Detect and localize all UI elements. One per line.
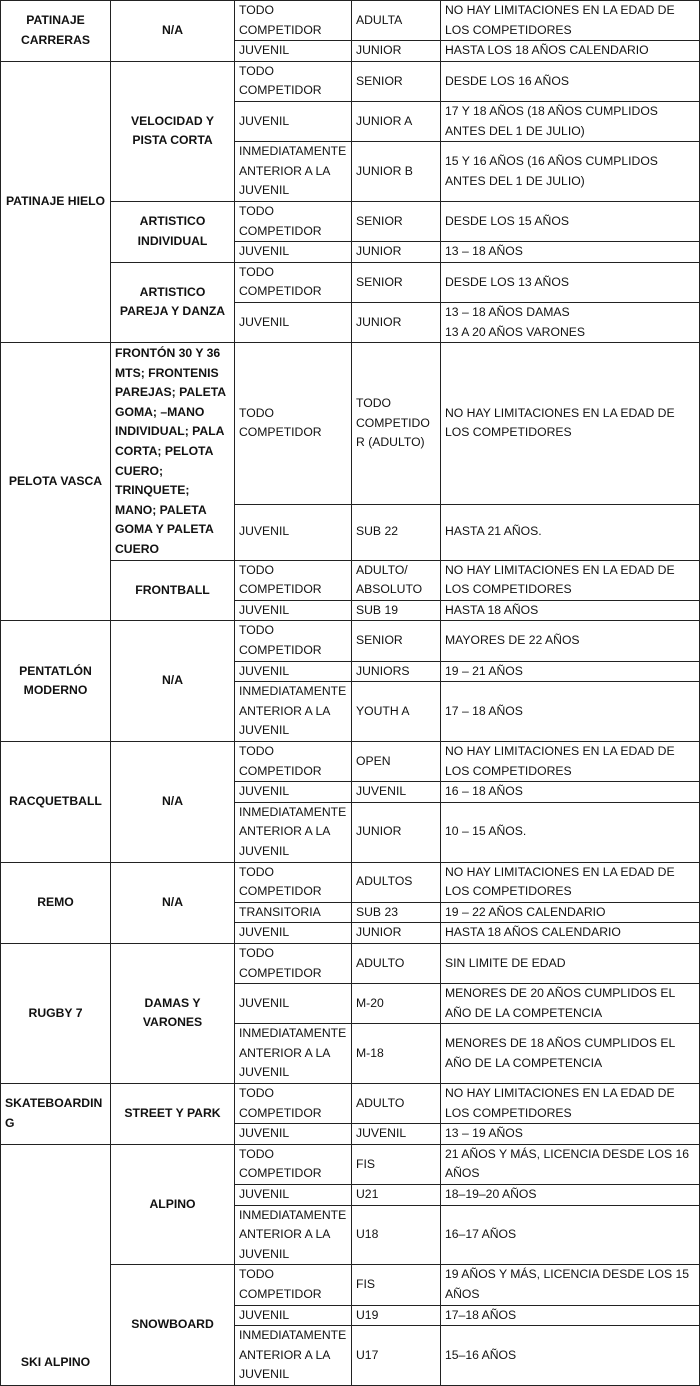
age-rule-cell: MAYORES DE 22 AÑOS — [441, 621, 700, 661]
age-rule-cell: NO HAY LIMITACIONES EN LA EDAD DE LOS COMPETIDORES — [441, 862, 700, 902]
sport-name: RACQUETBALL — [1, 741, 111, 862]
age-rule-cell: 15–16 AÑOS — [441, 1326, 700, 1386]
category-cell: TODO COMPETIDOR — [235, 201, 352, 241]
table-row — [1, 343, 700, 505]
category-cell: TODO COMPETIDOR — [235, 1084, 352, 1124]
sport-name: PATINAJE HIELO — [1, 61, 111, 342]
category-name-cell: JUNIORS — [352, 661, 441, 682]
category-name-cell: YOUTH A — [352, 682, 441, 742]
age-rule-cell: DESDE LOS 15 AÑOS — [441, 201, 700, 241]
category-name-cell: M-18 — [352, 1024, 441, 1084]
age-rule-cell: MENORES DE 18 AÑOS CUMPLIDOS EL AÑO DE LA COMPETENCIA — [441, 1024, 700, 1084]
category-name-cell: SENIOR — [352, 621, 441, 661]
sport-name: PENTATLÓN MODERNO — [1, 621, 111, 742]
table-row — [1, 621, 700, 661]
modality-name: ALPINO — [111, 1144, 235, 1265]
age-rule-cell: 19 – 21 AÑOS — [441, 661, 700, 682]
category-cell: JUVENIL — [235, 1124, 352, 1145]
sport-name: RUGBY 7 — [1, 943, 111, 1083]
age-rule-cell: 17 – 18 AÑOS — [441, 682, 700, 742]
category-name-cell: SUB 22 — [352, 504, 441, 560]
category-cell: INMEDIATAMENTE ANTERIOR A LA JUVENIL — [235, 802, 352, 862]
table-body — [1, 1, 700, 1386]
age-rule-cell: HASTA 18 AÑOS CALENDARIO — [441, 923, 700, 944]
age-rule-cell: 15 Y 16 AÑOS (16 AÑOS CUMPLIDOS ANTES DEL 1 DE JULIO) — [441, 142, 700, 202]
category-cell: TODO COMPETIDOR — [235, 943, 352, 983]
category-name-cell: JUNIOR — [352, 802, 441, 862]
age-rule-cell: 19 AÑOS Y MÁS, LICENCIA DESDE LOS 15 AÑOS — [441, 1265, 700, 1305]
category-cell: JUVENIL — [235, 782, 352, 803]
age-rule-cell: NO HAY LIMITACIONES EN LA EDAD DE LOS COMPETIDORES — [441, 343, 700, 505]
category-cell: JUVENIL — [235, 41, 352, 62]
modality-name: ARTISTICO INDIVIDUAL — [111, 201, 235, 262]
category-name-cell: SENIOR — [352, 262, 441, 302]
modality-name: DAMAS Y VARONES — [111, 943, 235, 1083]
category-name-cell: JUNIOR B — [352, 142, 441, 202]
category-cell: TODO COMPETIDOR — [235, 262, 352, 302]
category-cell: TODO COMPETIDOR — [235, 1265, 352, 1305]
category-name-cell: ADULTO/ ABSOLUTO — [352, 560, 441, 600]
category-cell: TODO COMPETIDOR — [235, 61, 352, 101]
sport-name: REMO — [1, 862, 111, 943]
age-rule-cell: 17–18 AÑOS — [441, 1305, 700, 1326]
age-rule-cell: 16–17 AÑOS — [441, 1205, 700, 1265]
category-name-cell: U19 — [352, 1305, 441, 1326]
modality-name: N/A — [111, 862, 235, 943]
category-cell: JUVENIL — [235, 661, 352, 682]
category-cell: JUVENIL — [235, 1185, 352, 1206]
sport-name: PATINAJE CARRERAS — [1, 1, 111, 62]
category-cell: TODO COMPETIDOR — [235, 560, 352, 600]
category-name-cell: SENIOR — [352, 61, 441, 101]
category-name-cell: ADULTOS — [352, 862, 441, 902]
category-cell: JUVENIL — [235, 923, 352, 944]
age-rule-cell: 13 – 18 AÑOS — [441, 242, 700, 263]
table-row — [1, 741, 700, 781]
age-rule-cell: SIN LIMITE DE EDAD — [441, 943, 700, 983]
age-rule-cell: HASTA LOS 18 AÑOS CALENDARIO — [441, 41, 700, 62]
category-name-cell: FIS — [352, 1265, 441, 1305]
modality-name: VELOCIDAD Y PISTA CORTA — [111, 61, 235, 201]
modality-name: N/A — [111, 741, 235, 862]
category-cell: TRANSITORIA — [235, 902, 352, 923]
table-row — [1, 862, 700, 902]
category-cell: INMEDIATAMENTE ANTERIOR A LA JUVENIL — [235, 682, 352, 742]
category-cell: INMEDIATAMENTE ANTERIOR A LA JUVENIL — [235, 142, 352, 202]
age-rule-cell: 19 – 22 AÑOS CALENDARIO — [441, 902, 700, 923]
category-name-cell: JUVENIL — [352, 1124, 441, 1145]
age-rule-cell: DESDE LOS 13 AÑOS — [441, 262, 700, 302]
category-cell: JUVENIL — [235, 302, 352, 342]
category-cell: TODO COMPETIDOR — [235, 343, 352, 505]
category-name-cell: TODO COMPETIDOR (ADULTO) — [352, 343, 441, 505]
category-cell: INMEDIATAMENTE ANTERIOR A LA JUVENIL — [235, 1326, 352, 1386]
category-name-cell: OPEN — [352, 741, 441, 781]
category-name-cell: SENIOR — [352, 201, 441, 241]
category-name-cell: ADULTA — [352, 1, 441, 41]
category-cell: TODO COMPETIDOR — [235, 621, 352, 661]
category-cell: TODO COMPETIDOR — [235, 862, 352, 902]
age-rule-cell: NO HAY LIMITACIONES EN LA EDAD DE LOS COMPETIDORES — [441, 1084, 700, 1124]
age-rule-cell: DESDE LOS 16 AÑOS — [441, 61, 700, 101]
modality-name: FRONTBALL — [111, 560, 235, 621]
category-name-cell: U18 — [352, 1205, 441, 1265]
table-row — [1, 1084, 700, 1124]
category-name-cell: U17 — [352, 1326, 441, 1386]
category-name-cell: JUNIOR — [352, 41, 441, 62]
age-rule-cell: 17 Y 18 AÑOS (18 AÑOS CUMPLIDOS ANTES DEL 1 DE JULIO) — [441, 101, 700, 141]
table-row — [1, 61, 700, 101]
age-rule-cell: HASTA 18 AÑOS — [441, 600, 700, 621]
table-row — [1, 943, 700, 983]
category-name-cell: FIS — [352, 1144, 441, 1184]
category-name-cell: JUVENIL — [352, 782, 441, 803]
modality-name: SNOWBOARD — [111, 1265, 235, 1386]
table-row — [1, 1, 700, 41]
category-name-cell: JUNIOR — [352, 302, 441, 342]
category-cell: JUVENIL — [235, 242, 352, 263]
age-rule-cell: 18–19–20 AÑOS — [441, 1185, 700, 1206]
category-name-cell: JUNIOR — [352, 242, 441, 263]
category-name-cell: SUB 23 — [352, 902, 441, 923]
category-cell: TODO COMPETIDOR — [235, 741, 352, 781]
sport-name: SKI ALPINO — [1, 1144, 111, 1385]
age-rule-cell: NO HAY LIMITACIONES EN LA EDAD DE LOS COMPETIDORES — [441, 560, 700, 600]
sport-name: PELOTA VASCA — [1, 343, 111, 621]
category-cell: JUVENIL — [235, 101, 352, 141]
category-name-cell: JUNIOR A — [352, 101, 441, 141]
category-cell: JUVENIL — [235, 504, 352, 560]
age-rule-cell: 10 – 15 AÑOS. — [441, 802, 700, 862]
category-cell: INMEDIATAMENTE ANTERIOR A LA JUVENIL — [235, 1024, 352, 1084]
age-rule-cell: HASTA 21 AÑOS. — [441, 504, 700, 560]
category-name-cell: U21 — [352, 1185, 441, 1206]
category-cell: JUVENIL — [235, 984, 352, 1024]
age-rule-cell: NO HAY LIMITACIONES EN LA EDAD DE LOS COMPETIDORES — [441, 741, 700, 781]
category-cell: JUVENIL — [235, 1305, 352, 1326]
sport-name: SKATEBOARDING — [1, 1084, 111, 1145]
category-cell: INMEDIATAMENTE ANTERIOR A LA JUVENIL — [235, 1205, 352, 1265]
table-row — [1, 1144, 700, 1184]
age-rule-cell: 13 – 19 AÑOS — [441, 1124, 700, 1145]
category-cell: JUVENIL — [235, 600, 352, 621]
category-cell: TODO COMPETIDOR — [235, 1, 352, 41]
category-cell: TODO COMPETIDOR — [235, 1144, 352, 1184]
age-rule-cell: 16 – 18 AÑOS — [441, 782, 700, 803]
age-rule-cell: 13 – 18 AÑOS DAMAS 13 A 20 AÑOS VARONES — [441, 302, 700, 342]
category-name-cell: ADULTO — [352, 1084, 441, 1124]
age-rule-cell: 21 AÑOS Y MÁS, LICENCIA DESDE LOS 16 AÑOS — [441, 1144, 700, 1184]
category-name-cell: JUNIOR — [352, 923, 441, 944]
modality-name: ARTISTICO PAREJA Y DANZA — [111, 262, 235, 342]
modality-name: N/A — [111, 1, 235, 62]
modality-name: FRONTÓN 30 Y 36 MTS; FRONTENIS PAREJAS; PALETA GOMA; –MANO INDIVIDUAL; PALA CORTA; PELOTA CUERO; TRINQUETE; MANO; PALETA GOMA Y PALETA CUERO — [111, 343, 235, 561]
age-rule-cell: MENORES DE 20 AÑOS CUMPLIDOS EL AÑO DE LA COMPETENCIA — [441, 984, 700, 1024]
category-name-cell: SUB 19 — [352, 600, 441, 621]
modality-name: STREET Y PARK — [111, 1084, 235, 1145]
age-rule-cell: NO HAY LIMITACIONES EN LA EDAD DE LOS COMPETIDORES — [441, 1, 700, 41]
category-name-cell: ADULTO — [352, 943, 441, 983]
modality-name: N/A — [111, 621, 235, 742]
category-name-cell: M-20 — [352, 984, 441, 1024]
